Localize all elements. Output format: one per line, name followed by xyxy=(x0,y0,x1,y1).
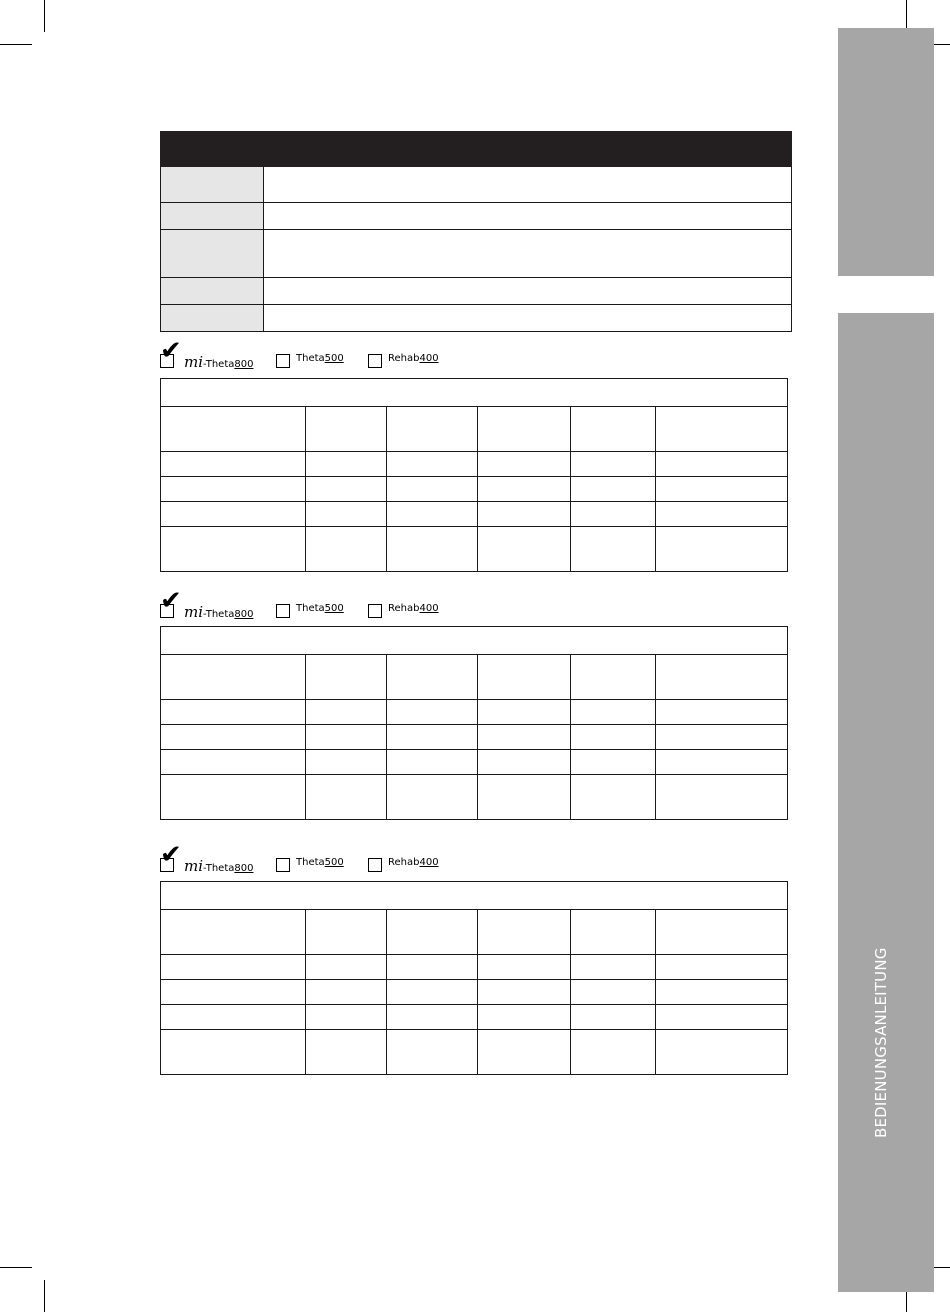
table-cell xyxy=(306,700,387,725)
crop-mark xyxy=(0,1267,32,1268)
table-cell xyxy=(387,452,478,477)
info-label-cell xyxy=(161,230,264,278)
table-row xyxy=(161,700,788,725)
crop-mark xyxy=(44,1280,45,1312)
table-row xyxy=(161,725,788,750)
table-cell xyxy=(571,775,656,820)
table-cell xyxy=(478,750,571,775)
data-table xyxy=(160,626,788,820)
table-row xyxy=(161,1005,788,1030)
table-cell xyxy=(387,775,478,820)
table-cell xyxy=(161,477,306,502)
checkmark-icon: ✔ xyxy=(160,586,182,616)
info-value-cell xyxy=(264,305,792,332)
model-checkbox[interactable] xyxy=(276,354,290,368)
column-header xyxy=(478,407,571,452)
table-cell xyxy=(161,775,306,820)
table-cell xyxy=(656,750,788,775)
table-cell xyxy=(387,1030,478,1075)
info-label-cell xyxy=(161,278,264,305)
table-cell xyxy=(161,700,306,725)
model-logo-rehab: Rehab400 xyxy=(388,353,439,364)
table-cell xyxy=(478,477,571,502)
table-caption-row xyxy=(161,379,788,407)
table-cell xyxy=(478,527,571,572)
table-cell xyxy=(306,1030,387,1075)
column-header xyxy=(571,910,656,955)
table-cell xyxy=(161,955,306,980)
column-header xyxy=(387,407,478,452)
table-caption xyxy=(161,379,788,407)
model-checkbox[interactable] xyxy=(368,858,382,872)
info-row xyxy=(161,305,792,332)
table-cell xyxy=(306,775,387,820)
model-logo-theta: Theta500 xyxy=(296,353,344,364)
table-cell xyxy=(571,452,656,477)
table-cell xyxy=(161,1030,306,1075)
table-caption xyxy=(161,627,788,655)
column-header xyxy=(387,910,478,955)
info-table-header xyxy=(161,132,792,167)
side-tab-upper xyxy=(838,28,934,276)
table-cell xyxy=(478,700,571,725)
table-cell xyxy=(387,1005,478,1030)
model-selector xyxy=(160,840,480,875)
table-cell xyxy=(306,477,387,502)
table-cell xyxy=(571,725,656,750)
table-cell xyxy=(306,1005,387,1030)
table-cell xyxy=(387,750,478,775)
table-caption xyxy=(161,882,788,910)
table-cell xyxy=(571,1030,656,1075)
model-checkbox[interactable] xyxy=(276,604,290,618)
column-header xyxy=(656,910,788,955)
crop-mark xyxy=(0,44,32,45)
table-header-row xyxy=(161,407,788,452)
table-cell xyxy=(656,700,788,725)
table-row xyxy=(161,502,788,527)
table-row xyxy=(161,750,788,775)
column-header xyxy=(571,655,656,700)
model-logo-mi-theta: mi-Theta800 xyxy=(184,857,254,875)
table-cell xyxy=(571,502,656,527)
info-row xyxy=(161,230,792,278)
table-cell xyxy=(387,725,478,750)
table-cell xyxy=(656,527,788,572)
model-logo-mi-theta: mi-Theta800 xyxy=(184,353,254,371)
table-cell xyxy=(478,502,571,527)
table-cell xyxy=(306,980,387,1005)
side-tab-label: BEDIENUNGSANLEITUNG xyxy=(872,947,890,1138)
table-cell xyxy=(306,750,387,775)
info-row xyxy=(161,167,792,203)
table-cell xyxy=(387,502,478,527)
table-cell xyxy=(571,700,656,725)
table-cell xyxy=(571,477,656,502)
table-row xyxy=(161,527,788,572)
data-table xyxy=(160,378,788,572)
column-header xyxy=(571,407,656,452)
column-header xyxy=(387,655,478,700)
table-cell xyxy=(161,725,306,750)
info-value-cell xyxy=(264,278,792,305)
model-checkbox[interactable] xyxy=(368,604,382,618)
table-cell xyxy=(656,477,788,502)
table-cell xyxy=(306,725,387,750)
info-value-cell xyxy=(264,203,792,230)
column-header xyxy=(161,910,306,955)
column-header xyxy=(656,655,788,700)
table-cell xyxy=(387,477,478,502)
table-cell xyxy=(656,725,788,750)
table-cell xyxy=(161,452,306,477)
table-cell xyxy=(656,1005,788,1030)
table-cell xyxy=(571,1005,656,1030)
table-cell xyxy=(656,980,788,1005)
column-header xyxy=(306,407,387,452)
crop-mark xyxy=(44,0,45,32)
table-cell xyxy=(478,775,571,820)
table-cell xyxy=(656,452,788,477)
info-value-cell xyxy=(264,167,792,203)
table-cell xyxy=(161,527,306,572)
info-row xyxy=(161,203,792,230)
table-caption-row xyxy=(161,627,788,655)
data-table xyxy=(160,881,788,1075)
table-cell xyxy=(306,502,387,527)
table-cell xyxy=(656,955,788,980)
table-cell xyxy=(161,502,306,527)
table-cell xyxy=(387,955,478,980)
table-cell xyxy=(656,775,788,820)
model-logo-mi-theta: mi-Theta800 xyxy=(184,603,254,621)
model-selector xyxy=(160,586,480,621)
table-cell xyxy=(478,980,571,1005)
table-cell xyxy=(387,527,478,572)
table-cell xyxy=(571,527,656,572)
table-cell xyxy=(478,955,571,980)
checkmark-icon: ✔ xyxy=(160,336,182,366)
table-cell xyxy=(306,955,387,980)
table-cell xyxy=(387,980,478,1005)
table-row xyxy=(161,1030,788,1075)
info-header-cell xyxy=(161,132,792,167)
table-cell xyxy=(306,452,387,477)
table-cell xyxy=(478,452,571,477)
table-header-row xyxy=(161,655,788,700)
table-cell xyxy=(478,725,571,750)
table-cell xyxy=(478,1005,571,1030)
column-header xyxy=(161,655,306,700)
table-row xyxy=(161,452,788,477)
model-logo-theta: Theta500 xyxy=(296,857,344,868)
table-cell xyxy=(656,502,788,527)
table-cell xyxy=(161,750,306,775)
column-header xyxy=(478,910,571,955)
column-header xyxy=(478,655,571,700)
table-cell xyxy=(656,1030,788,1075)
table-cell xyxy=(387,700,478,725)
table-row xyxy=(161,477,788,502)
table-row xyxy=(161,955,788,980)
info-label-cell xyxy=(161,167,264,203)
table-cell xyxy=(161,1005,306,1030)
info-row xyxy=(161,278,792,305)
info-label-cell xyxy=(161,305,264,332)
checkmark-icon: ✔ xyxy=(160,840,182,870)
model-logo-rehab: Rehab400 xyxy=(388,603,439,614)
table-cell xyxy=(571,750,656,775)
table-row xyxy=(161,775,788,820)
column-header xyxy=(656,407,788,452)
table-header-row xyxy=(161,910,788,955)
table-cell xyxy=(571,955,656,980)
side-tab-lower xyxy=(838,313,934,1292)
model-logo-theta: Theta500 xyxy=(296,603,344,614)
model-selector xyxy=(160,336,480,371)
model-checkbox[interactable] xyxy=(276,858,290,872)
info-value-cell xyxy=(264,230,792,278)
column-header xyxy=(306,655,387,700)
table-row xyxy=(161,980,788,1005)
column-header xyxy=(306,910,387,955)
table-cell xyxy=(478,1030,571,1075)
model-checkbox[interactable] xyxy=(368,354,382,368)
info-table xyxy=(160,131,792,332)
model-logo-rehab: Rehab400 xyxy=(388,857,439,868)
table-cell xyxy=(161,980,306,1005)
info-label-cell xyxy=(161,203,264,230)
table-cell xyxy=(306,527,387,572)
table-cell xyxy=(571,980,656,1005)
table-caption-row xyxy=(161,882,788,910)
column-header xyxy=(161,407,306,452)
